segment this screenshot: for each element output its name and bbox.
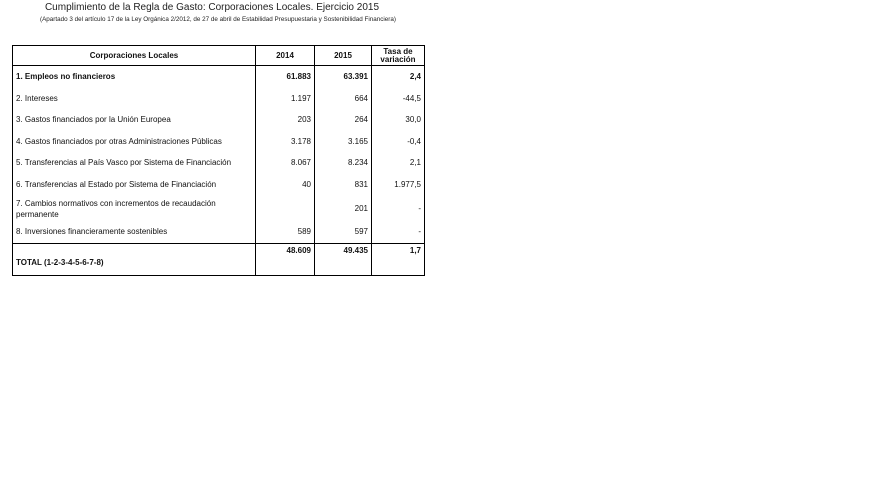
table-row <box>13 66 425 88</box>
table-row <box>13 221 425 243</box>
row-rate: - <box>372 221 425 243</box>
column-header-2015: 2015 <box>315 46 372 66</box>
total-value-2015: 49.435 <box>315 243 372 275</box>
table-row <box>13 195 425 221</box>
spending-rule-table <box>12 45 425 276</box>
row-value-2015: 3.165 <box>315 131 372 153</box>
table-header-row <box>13 46 425 66</box>
row-value-2015: 201 <box>315 195 372 221</box>
row-value-2014: 40 <box>256 174 315 196</box>
total-rate: 1,7 <box>372 243 425 275</box>
row-value-2014: 203 <box>256 109 315 131</box>
row-value-2014 <box>256 195 315 221</box>
row-rate: - <box>372 195 425 221</box>
row-rate: 2,4 <box>372 66 425 88</box>
column-header-2014: 2014 <box>256 46 315 66</box>
column-header-rate: Tasa de variación <box>372 46 425 66</box>
row-concept: 5. Transferencias al País Vasco por Sistema de Financiación <box>13 152 256 174</box>
row-concept: 8. Inversiones financieramente sostenibles <box>13 221 256 243</box>
row-value-2015: 664 <box>315 88 372 110</box>
table-row <box>13 152 425 174</box>
row-rate: 1.977,5 <box>372 174 425 196</box>
row-value-2014: 1.197 <box>256 88 315 110</box>
table-row <box>13 131 425 153</box>
row-concept: 7. Cambios normativos con incrementos de recaudación permanente <box>13 195 256 221</box>
table-row <box>13 174 425 196</box>
page-subtitle: (Apartado 3 del artículo 17 de la Ley Orgánica 2/2012, de 27 de abril de Estabilidad Presupuestaria y Sostenibilidad Financiera) <box>40 16 396 23</box>
row-value-2015: 63.391 <box>315 66 372 88</box>
row-value-2015: 8.234 <box>315 152 372 174</box>
row-concept: 4. Gastos financiados por otras Administraciones Públicas <box>13 131 256 153</box>
row-concept: 2. Intereses <box>13 88 256 110</box>
row-value-2015: 597 <box>315 221 372 243</box>
total-row <box>13 243 425 275</box>
row-rate: 30,0 <box>372 109 425 131</box>
table-row <box>13 88 425 110</box>
row-concept: 6. Transferencias al Estado por Sistema de Financiación <box>13 174 256 196</box>
row-value-2014: 61.883 <box>256 66 315 88</box>
column-header-concept: Corporaciones Locales <box>13 46 256 66</box>
row-rate: -0,4 <box>372 131 425 153</box>
row-value-2014: 8.067 <box>256 152 315 174</box>
row-value-2014: 3.178 <box>256 131 315 153</box>
row-value-2014: 589 <box>256 221 315 243</box>
row-concept: 1. Empleos no financieros <box>13 66 256 88</box>
total-concept: TOTAL (1-2-3-4-5-6-7-8) <box>13 243 256 275</box>
row-value-2015: 831 <box>315 174 372 196</box>
row-value-2015: 264 <box>315 109 372 131</box>
total-value-2014: 48.609 <box>256 243 315 275</box>
row-concept: 3. Gastos financiados por la Unión Europea <box>13 109 256 131</box>
row-rate: 2,1 <box>372 152 425 174</box>
row-rate: -44,5 <box>372 88 425 110</box>
table-row <box>13 109 425 131</box>
page-title: Cumplimiento de la Regla de Gasto: Corporaciones Locales. Ejercicio 2015 <box>44 2 380 13</box>
